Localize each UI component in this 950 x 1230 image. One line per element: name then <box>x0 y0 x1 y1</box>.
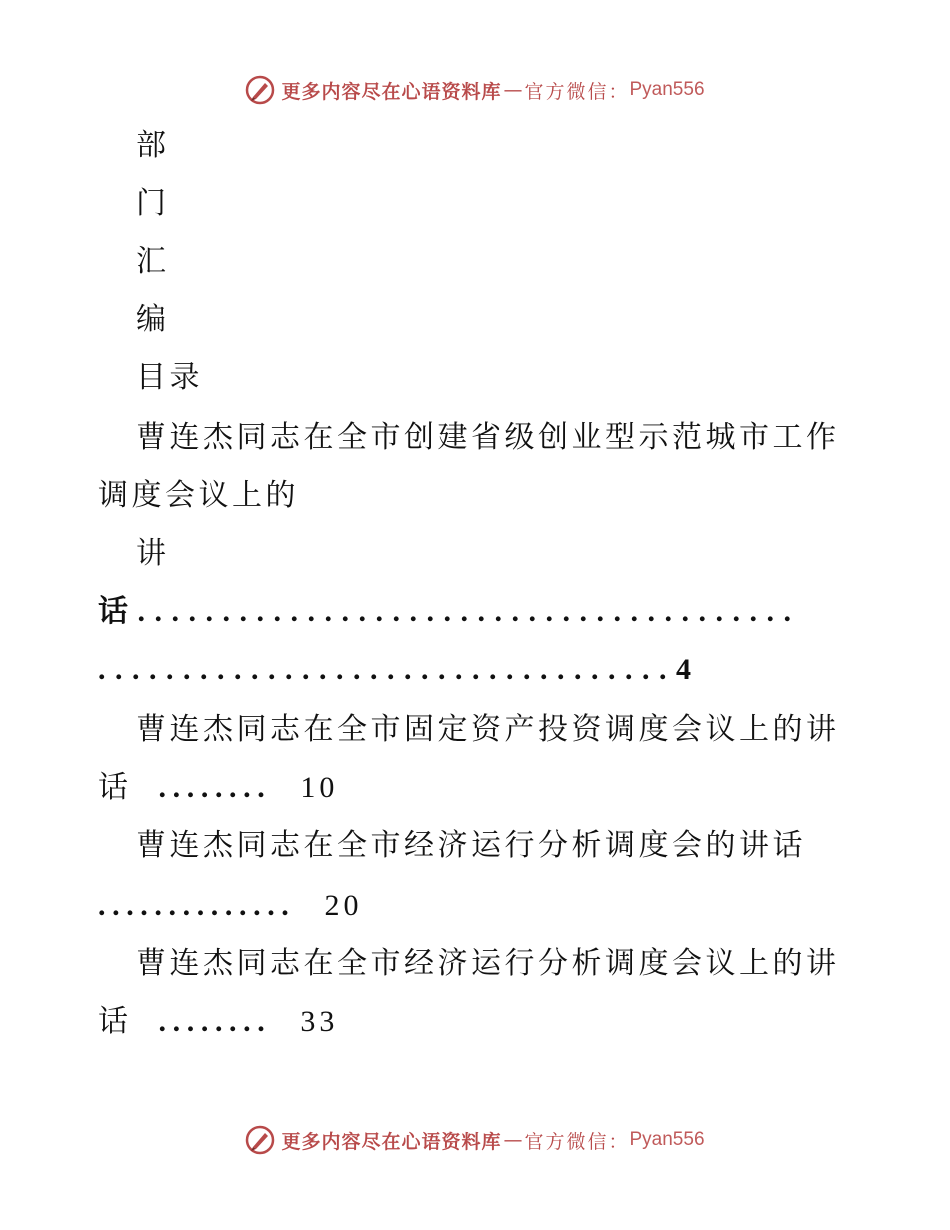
banner-wechat-id: Pyan556 <box>629 79 705 100</box>
toc-entry-leader: ........ <box>158 771 272 804</box>
title-char: 部 <box>136 128 170 163</box>
title-char: 门 <box>136 186 170 221</box>
toc-entry-leader-row <box>98 768 338 808</box>
toc-entry-page: 33 <box>300 1005 339 1038</box>
toc-entry-leader-row <box>98 1002 338 1042</box>
toc-entry-title-cont: 话 <box>98 1004 132 1039</box>
banner-wechat-label: 官方微信： <box>524 1130 630 1153</box>
title-char: 编 <box>136 302 170 337</box>
pen-logo-icon <box>245 75 275 105</box>
title-char: 汇 <box>136 244 170 279</box>
toc-entry-leader-page: ..................................4 <box>98 653 701 686</box>
toc-entry-title: 曹连杰同志在全市创建省级创业型示范城市工作 <box>136 420 840 455</box>
banner-separator: — <box>503 79 523 101</box>
toc-entry-page: 20 <box>324 889 363 922</box>
header-watermark <box>0 70 950 110</box>
toc-entry-title-cont: 讲 <box>136 536 170 571</box>
toc-entry-page: 10 <box>300 771 339 804</box>
toc-entry-title: 曹连杰同志在全市经济运行分析调度会议上的讲 <box>136 946 840 981</box>
toc-entry-leader: ........ <box>158 1005 272 1038</box>
banner-separator: — <box>503 1129 523 1151</box>
toc-entry-title: 曹连杰同志在全市经济运行分析调度会的讲话 <box>136 828 806 863</box>
toc-entry-leader: .............. <box>98 889 296 922</box>
banner-wechat-label: 官方微信： <box>524 80 630 103</box>
toc-entry-title-cont: 话 <box>98 770 132 805</box>
pen-logo-icon <box>245 1125 275 1155</box>
toc-entry-title-cont: 调度会议上的 <box>98 478 299 513</box>
footer-watermark <box>0 1120 950 1160</box>
toc-heading: 目录 <box>136 360 203 395</box>
toc-entry-leader-row <box>98 886 362 926</box>
toc-entry-leader: 话....................................... <box>98 595 801 628</box>
toc-entry-title: 曹连杰同志在全市固定资产投资调度会议上的讲 <box>136 712 840 747</box>
banner-text: 更多内容尽在心语资料库 <box>281 1130 502 1153</box>
banner-wechat-id: Pyan556 <box>629 1129 705 1150</box>
banner-text: 更多内容尽在心语资料库 <box>281 80 502 103</box>
